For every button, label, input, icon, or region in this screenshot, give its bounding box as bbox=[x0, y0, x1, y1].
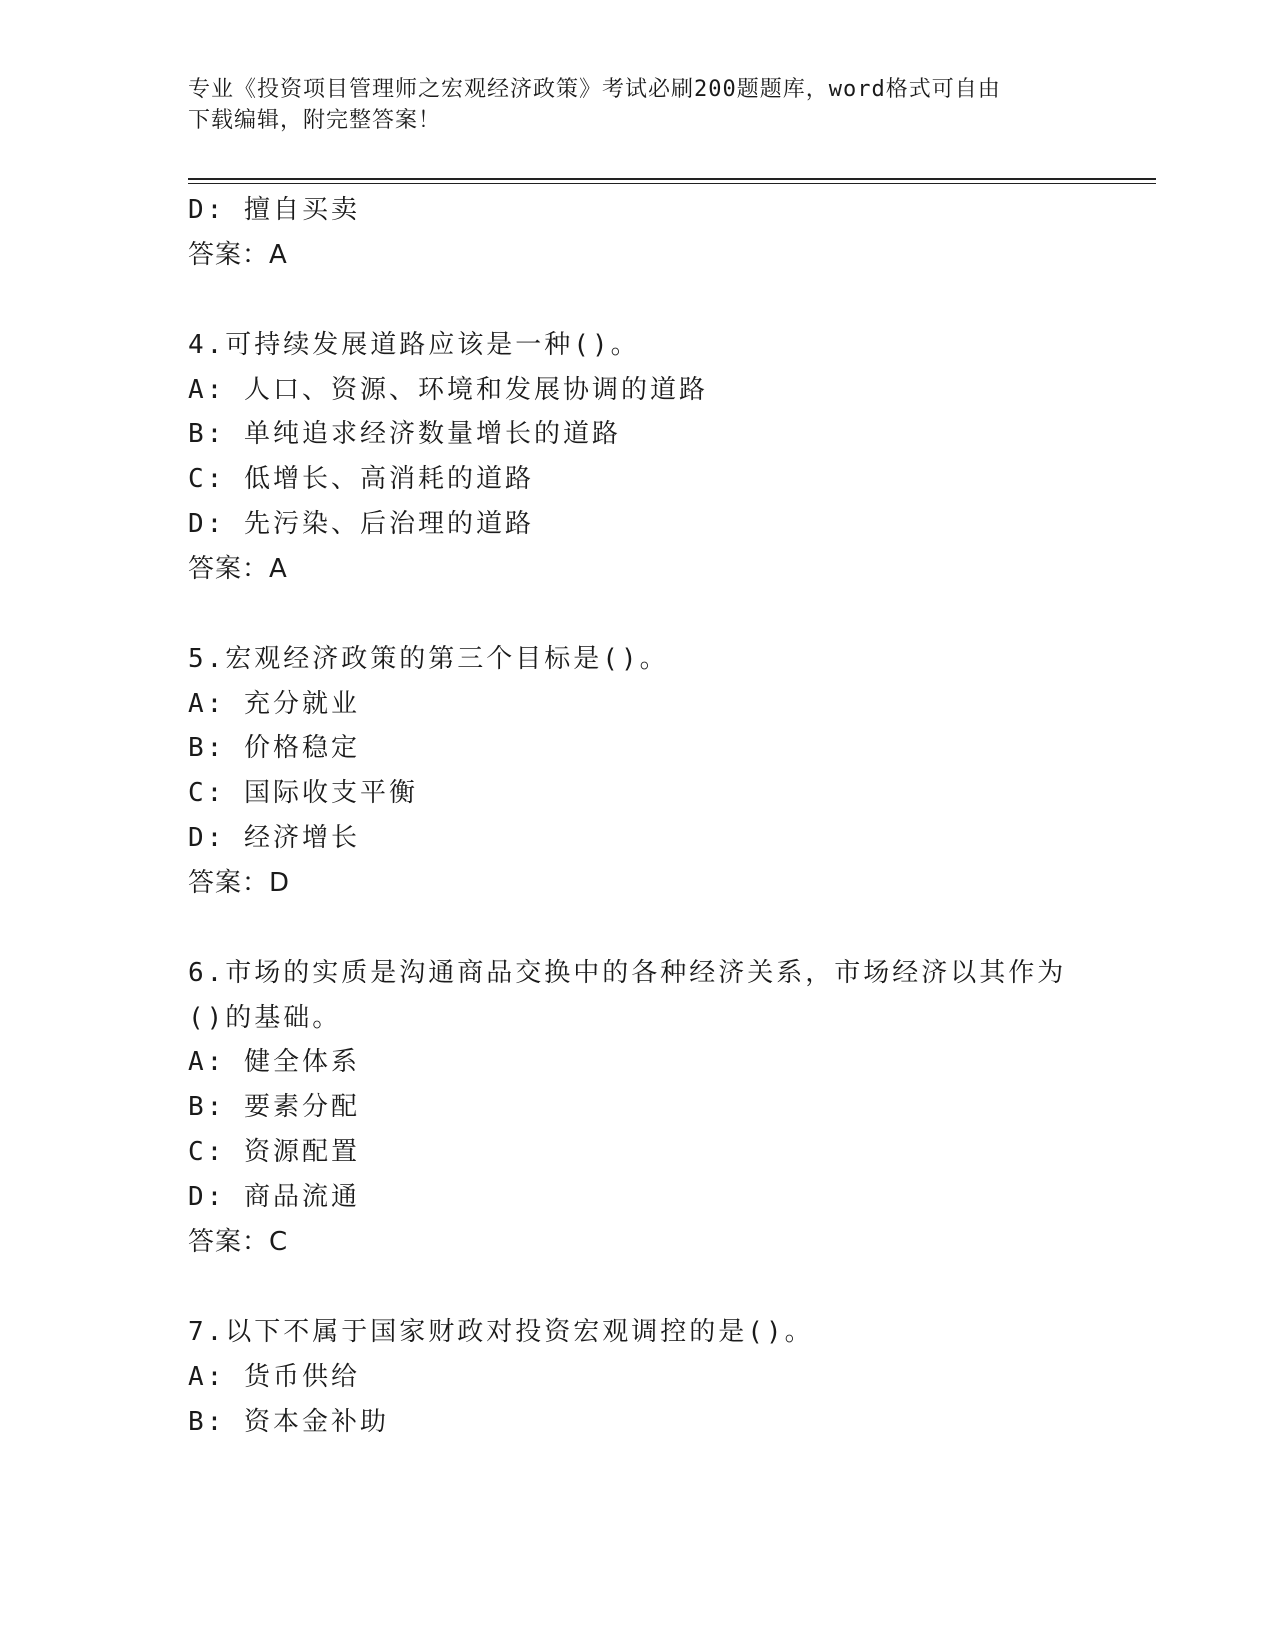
header-line-1: 专业《投资项目管理师之宏观经济政策》考试必刷200题题库，word格式可自由 bbox=[188, 77, 1001, 102]
option-b: B: 价格稳定 bbox=[188, 733, 360, 763]
document-header bbox=[188, 74, 1088, 136]
option-d: D: 商品流通 bbox=[188, 1182, 360, 1212]
option-b: B: 要素分配 bbox=[188, 1092, 360, 1122]
question-6: 6.市场的实质是沟通商品交换中的各种经济关系，市场经济以其作为 bbox=[188, 958, 1067, 988]
option-d: D: 经济增长 bbox=[188, 823, 360, 853]
answer-line: 答案：C bbox=[188, 1227, 289, 1257]
option-b: B: 单纯追求经济数量增长的道路 bbox=[188, 419, 621, 449]
option-a: A: 人口、资源、环境和发展协调的道路 bbox=[188, 375, 708, 405]
option-a: A: 货币供给 bbox=[188, 1362, 360, 1392]
option-a: A: 充分就业 bbox=[188, 689, 360, 719]
option-d: D: 先污染、后治理的道路 bbox=[188, 509, 534, 539]
option-b: B: 资本金补助 bbox=[188, 1407, 389, 1437]
option-c: C: 国际收支平衡 bbox=[188, 778, 418, 808]
question-4: 4.可持续发展道路应该是一种()。 bbox=[188, 330, 640, 360]
option-d: D: 擅自买卖 bbox=[188, 195, 360, 225]
answer-line: 答案：A bbox=[188, 554, 288, 584]
header-line-2: 下载编辑，附完整答案！ bbox=[188, 108, 442, 133]
header-divider-top bbox=[188, 178, 1156, 180]
option-c: C: 低增长、高消耗的道路 bbox=[188, 464, 534, 494]
question-6-continued: ()的基础。 bbox=[188, 1003, 342, 1033]
header-divider-bottom bbox=[188, 183, 1156, 184]
answer-line: 答案：A bbox=[188, 240, 288, 270]
option-a: A: 健全体系 bbox=[188, 1047, 360, 1077]
question-5: 5.宏观经济政策的第三个目标是()。 bbox=[188, 644, 669, 674]
option-c: C: 资源配置 bbox=[188, 1137, 360, 1167]
answer-line: 答案：D bbox=[188, 868, 291, 898]
question-7: 7.以下不属于国家财政对投资宏观调控的是()。 bbox=[188, 1317, 814, 1347]
